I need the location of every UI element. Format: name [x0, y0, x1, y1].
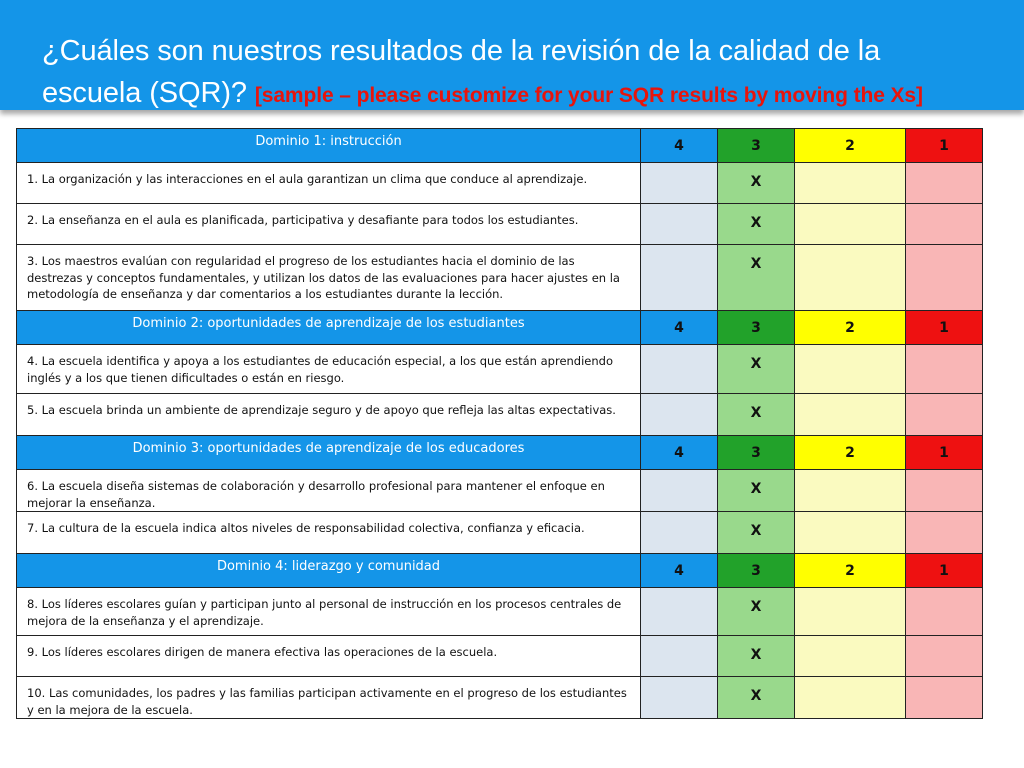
score-1-cell[interactable] [906, 636, 983, 677]
score-3-cell[interactable]: X [718, 636, 795, 677]
score-1-cell[interactable] [906, 245, 983, 311]
score-2-cell[interactable] [795, 512, 906, 554]
sqr-results-table [16, 128, 983, 719]
score-2-cell[interactable] [795, 394, 906, 436]
score-2-cell[interactable] [795, 204, 906, 245]
score-1-cell[interactable] [906, 512, 983, 554]
item-text: 1. La organización y las interacciones en el aula garantizan un clima que conduce al aprendizaje. [17, 163, 641, 204]
table-row [17, 636, 983, 677]
score-2-header: 2 [795, 129, 906, 163]
score-4-cell[interactable] [641, 470, 718, 512]
score-4-cell[interactable] [641, 245, 718, 311]
domain-label: Dominio 3: oportunidades de aprendizaje de los educadores [17, 436, 641, 470]
score-1-cell[interactable] [906, 394, 983, 436]
table-row [17, 163, 983, 204]
score-3-header: 3 [718, 436, 795, 470]
score-1-header: 1 [906, 129, 983, 163]
item-text: 6. La escuela diseña sistemas de colaboración y desarrollo profesional para mantener el enfoque en mejorar la enseñanza. [17, 470, 641, 512]
title-sample-note: [sample – please customize for your SQR results by moving the Xs] [254, 84, 923, 107]
score-3-cell[interactable]: X [718, 677, 795, 719]
table-row [17, 588, 983, 636]
score-1-cell[interactable] [906, 677, 983, 719]
score-3-cell[interactable]: X [718, 345, 795, 394]
score-4-cell[interactable] [641, 204, 718, 245]
domain-header-row [17, 554, 983, 588]
score-4-cell[interactable] [641, 636, 718, 677]
domain-label: Dominio 1: instrucción [17, 129, 641, 163]
score-3-header: 3 [718, 554, 795, 588]
score-1-header: 1 [906, 436, 983, 470]
table-row [17, 470, 983, 512]
score-2-cell[interactable] [795, 677, 906, 719]
score-4-header: 4 [641, 129, 718, 163]
item-text: 7. La cultura de la escuela indica altos niveles de responsabilidad colectiva, confianza y eficacia. [17, 512, 641, 554]
score-2-cell[interactable] [795, 345, 906, 394]
score-2-cell[interactable] [795, 245, 906, 311]
domain-label: Dominio 2: oportunidades de aprendizaje de los estudiantes [17, 311, 641, 345]
score-4-cell[interactable] [641, 394, 718, 436]
score-2-cell[interactable] [795, 470, 906, 512]
item-text: 4. La escuela identifica y apoya a los estudiantes de educación especial, a los que están aprendiendo inglés y a los que tienen dificultades o están en riesgo. [17, 345, 641, 394]
domain-label: Dominio 4: liderazgo y comunidad [17, 554, 641, 588]
score-4-cell[interactable] [641, 512, 718, 554]
score-4-cell[interactable] [641, 345, 718, 394]
item-text: 10. Las comunidades, los padres y las familias participan activamente en el progreso de los estudiantes y en la mejora de la escuela. [17, 677, 641, 719]
table-row [17, 345, 983, 394]
score-3-cell[interactable]: X [718, 245, 795, 311]
domain-header-row [17, 129, 983, 163]
table-row [17, 677, 983, 719]
score-4-header: 4 [641, 436, 718, 470]
score-4-header: 4 [641, 311, 718, 345]
score-3-cell[interactable]: X [718, 204, 795, 245]
title-main: ¿Cuáles son nuestros resultados de la revisión de la calidad de la escuela (SQR)? [42, 35, 881, 109]
score-1-cell[interactable] [906, 588, 983, 636]
item-text: 8. Los líderes escolares guían y participan junto al personal de instrucción en los procesos centrales de mejora de la enseñanza y el aprendizaje. [17, 588, 641, 636]
score-3-cell[interactable]: X [718, 512, 795, 554]
score-1-header: 1 [906, 554, 983, 588]
table-row [17, 394, 983, 436]
domain-header-row [17, 311, 983, 345]
score-4-header: 4 [641, 554, 718, 588]
score-1-cell[interactable] [906, 345, 983, 394]
item-text: 9. Los líderes escolares dirigen de manera efectiva las operaciones de la escuela. [17, 636, 641, 677]
score-3-header: 3 [718, 311, 795, 345]
item-text: 3. Los maestros evalúan con regularidad el progreso de los estudiantes hacia el dominio de las destrezas y conceptos fundamentales, y utilizan los datos de las evaluaciones para hacer ajustes en la metodología de enseñanza y dar comentarios a los estudiantes durante la lección. [17, 245, 641, 311]
score-1-cell[interactable] [906, 470, 983, 512]
score-1-cell[interactable] [906, 204, 983, 245]
score-3-header: 3 [718, 129, 795, 163]
table-row [17, 512, 983, 554]
score-3-cell[interactable]: X [718, 470, 795, 512]
score-4-cell[interactable] [641, 588, 718, 636]
score-2-header: 2 [795, 436, 906, 470]
score-2-header: 2 [795, 311, 906, 345]
table-row [17, 204, 983, 245]
score-2-header: 2 [795, 554, 906, 588]
score-3-cell[interactable]: X [718, 394, 795, 436]
score-2-cell[interactable] [795, 636, 906, 677]
item-text: 5. La escuela brinda un ambiente de aprendizaje seguro y de apoyo que refleja las altas expectativas. [17, 394, 641, 436]
item-text: 2. La enseñanza en el aula es planificada, participativa y desafiante para todos los estudiantes. [17, 204, 641, 245]
table-row [17, 245, 983, 311]
score-1-header: 1 [906, 311, 983, 345]
score-4-cell[interactable] [641, 677, 718, 719]
score-2-cell[interactable] [795, 163, 906, 204]
score-2-cell[interactable] [795, 588, 906, 636]
page-title [0, 0, 1024, 110]
score-4-cell[interactable] [641, 163, 718, 204]
score-1-cell[interactable] [906, 163, 983, 204]
score-3-cell[interactable]: X [718, 163, 795, 204]
domain-header-row [17, 436, 983, 470]
score-3-cell[interactable]: X [718, 588, 795, 636]
